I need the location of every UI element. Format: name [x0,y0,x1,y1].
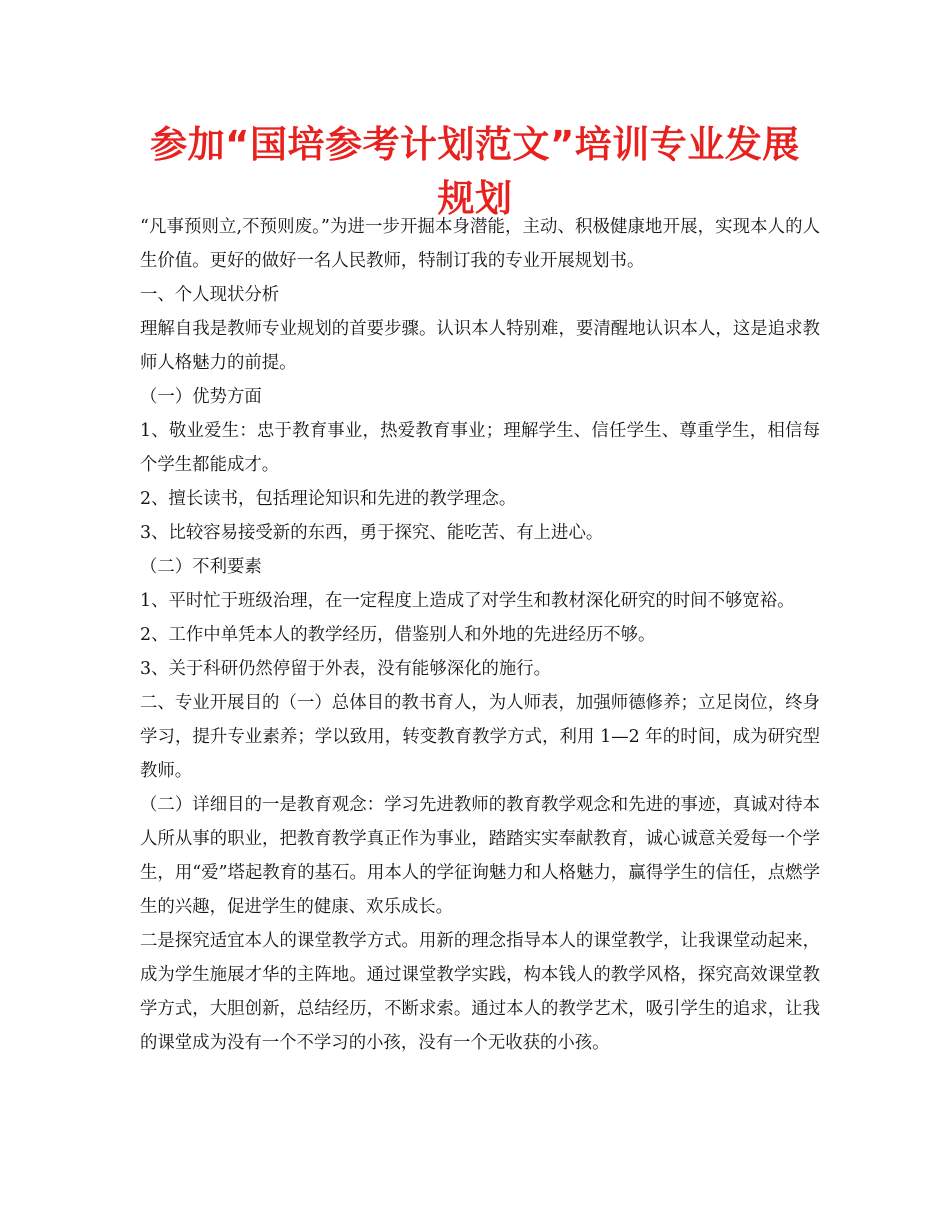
section-heading-1: 一、个人现状分析 [140,285,280,305]
list-item: 1、平时忙于班级治理，在一定程度上造成了对学生和教材深化研究的时间不够宽裕。 [140,591,795,611]
list-item: 2、擅长读书，包括理论知识和先进的教学理念。 [140,489,517,509]
section-heading-2: 二、专业开展目的（一）总体目的教书育人，为人师表，加强师德修养；立足岗位，终身学习，提升专业素养；学以致用，转变教育教学方式，利用 1—2 年的时间，成为研究型教师。 [140,693,820,781]
paragraph: 理解自我是教师专业规划的首要步骤。认识本人特别难，要清醒地认识本人，这是追求教师人格魅力的前提。 [140,319,820,373]
paragraph-intro: “凡事预则立,不预则废。”为进一步开掘本身潜能，主动、积极健康地开展，实现本人的人生价值。更好的做好一名人民教师，特制订我的专业开展规划书。 [140,217,820,271]
list-item: 1、敬业爱生：忠于教育事业，热爱教育事业；理解学生、信任学生、尊重学生，相信每个学生都能成才。 [140,421,820,475]
paragraph: （二）详细目的一是教育观念：学习先进教师的教育教学观念和先进的事迹，真诚对待本人所从事的职业，把教育教学真正作为事业，踏踏实实奉献教育，诚心诚意关爱每一个学生，用“爱”塔起教育的基石。用本人的学征询魅力和人格魅力，赢得学生的信任，点燃学生的兴趣，促进学生的健康、欢乐成长。 [140,795,820,917]
subsection-heading-weaknesses: （二）不利要素 [140,557,262,577]
paragraph: 二是探究适宜本人的课堂教学方式。用新的理念指导本人的课堂教学，让我课堂动起来，成为学生施展才华的主阵地。通过课堂教学实践，构本钱人的教学风格，探究高效课堂教学方式，大胆创新，总结经历，不断求索。通过本人的教学艺术，吸引学生的追求，让我的课堂成为没有一个不学习的小孩，没有一个无收获的小孩。 [140,931,820,1053]
title-line-2: 规划 [437,177,513,220]
list-item: 3、比较容易接受新的东西，勇于探究、能吃苦、有上进心。 [140,523,604,543]
subsection-heading-strengths: （一）优势方面 [140,387,262,407]
list-item: 3、关于科研仍然停留于外表，没有能够深化的施行。 [140,659,552,679]
title-line-1: 参加“国培参考计划范文”培训专业发展 [150,123,800,166]
document-body [140,210,820,1060]
list-item: 2、工作中单凭本人的教学经历，借鉴别人和外地的先进经历不够。 [140,625,656,645]
